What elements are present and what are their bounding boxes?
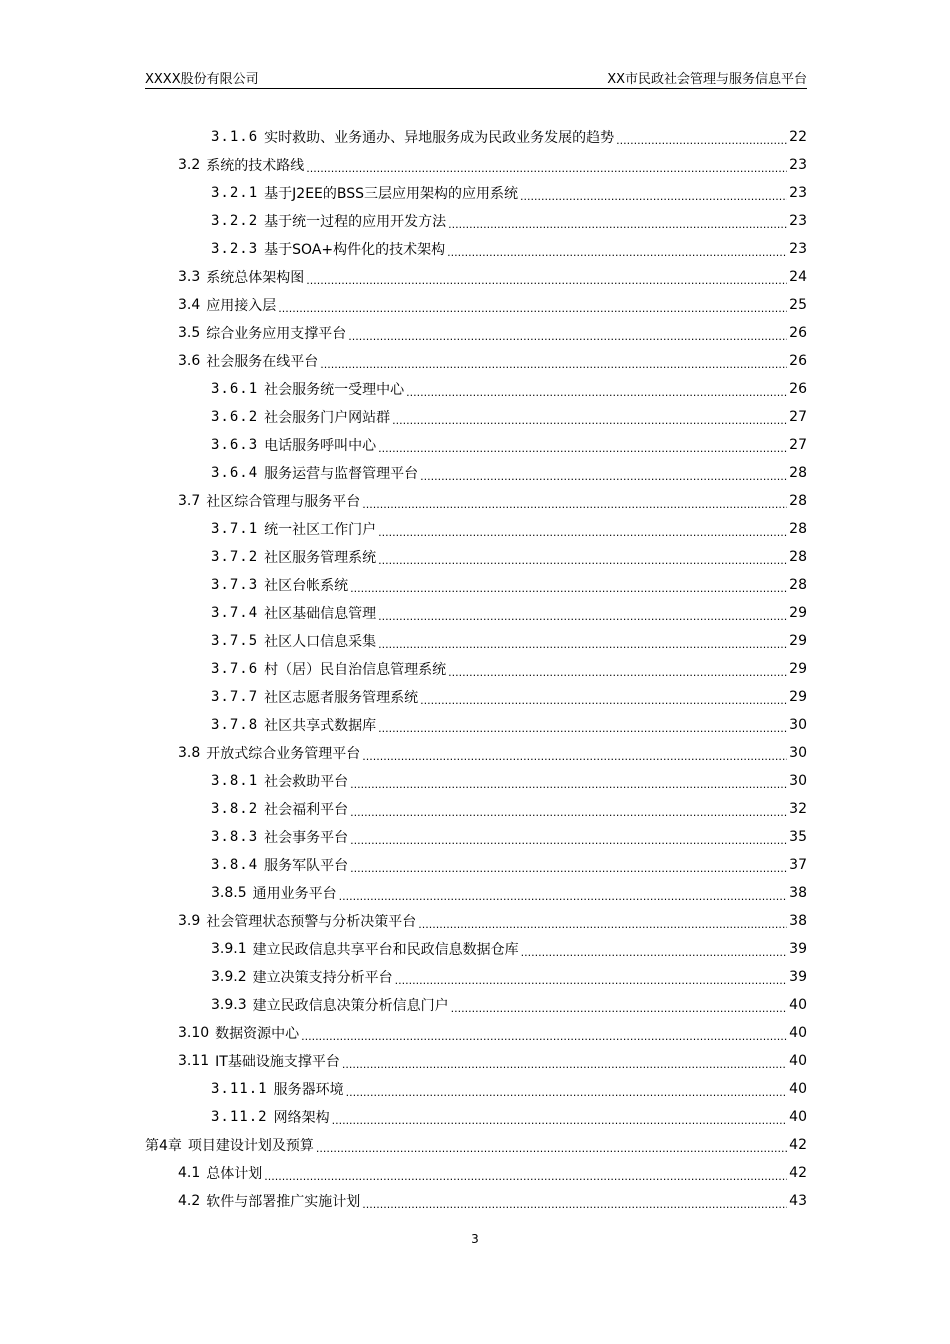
toc-entry[interactable] [145,291,807,319]
toc-entry[interactable] [145,543,807,571]
toc-entry-number: 3.8.2 [211,801,259,817]
toc-entry-title: 社会服务门户网站群 [264,410,391,426]
toc-dot-leader [378,526,787,539]
toc-entry[interactable] [145,851,807,879]
toc-dot-leader [350,806,787,819]
toc-entry-page: 30 [789,745,807,761]
toc-entry-title: 实时救助、业务通办、异地服务成为民政业务发展的趋势 [264,130,615,146]
toc-entry-number: 3.6.3 [211,437,259,453]
toc-entry-number: 3.10 [178,1025,210,1041]
toc-entry-title: 社会管理状态预警与分析决策平台 [206,914,417,930]
toc-entry-page: 30 [789,773,807,789]
toc-entry-page: 28 [789,549,807,565]
toc-entry-title: 社区综合管理与服务平台 [206,494,361,510]
toc-dot-leader [306,162,787,175]
toc-entry-title: 应用接入层 [206,298,277,314]
toc-entry-title: 系统的技术路线 [206,158,305,174]
toc-entry-number: 3.4 [178,297,201,313]
toc-entry-page: 23 [789,157,807,173]
toc-entry-title: 服务军队平台 [264,858,349,874]
toc-entry[interactable] [145,487,807,515]
toc-entry-number: 3.7.7 [211,689,259,705]
toc-entry[interactable] [145,263,807,291]
toc-entry[interactable] [145,991,807,1019]
toc-dot-leader [395,974,788,987]
toc-entry[interactable] [145,907,807,935]
toc-dot-leader [350,582,787,595]
toc-entry-page: 27 [789,409,807,425]
page-header [145,66,807,89]
toc-dot-leader [332,1114,788,1127]
toc-entry-page: 43 [789,1193,807,1209]
toc-entry-title: 社会服务统一受理中心 [264,382,405,398]
toc-entry[interactable] [145,655,807,683]
table-of-contents [145,123,807,1215]
toc-entry-title: 统一社区工作门户 [264,522,377,538]
toc-entry-title: 电话服务呼叫中心 [264,438,377,454]
toc-entry-page: 28 [789,493,807,509]
toc-entry-title: 社区台帐系统 [264,578,349,594]
toc-dot-leader [520,190,787,203]
toc-entry-page: 38 [789,913,807,929]
toc-dot-leader [320,358,787,371]
toc-dot-leader [392,414,787,427]
toc-dot-leader [362,1198,787,1211]
toc-dot-leader [350,834,787,847]
toc-entry-title: 社区共享式数据库 [264,718,377,734]
toc-entry-number: 第4章 [145,1138,182,1154]
toc-entry-number: 3.6.1 [211,381,259,397]
toc-entry[interactable] [145,1187,807,1215]
toc-entry[interactable] [145,1019,807,1047]
toc-entry-title: 服务运营与监督管理平台 [264,466,419,482]
toc-entry-title: 建立决策支持分析平台 [252,970,393,986]
toc-entry[interactable] [145,375,807,403]
toc-dot-leader [451,1002,788,1015]
toc-entry-title: 软件与部署推广实施计划 [206,1194,361,1210]
toc-entry-number: 3.9.2 [211,969,247,985]
toc-entry-number: 3.7.5 [211,633,259,649]
toc-entry[interactable] [145,207,807,235]
toc-entry-title: 社会福利平台 [264,802,349,818]
toc-entry-number: 3.1.6 [211,129,259,145]
toc-dot-leader [378,610,787,623]
toc-dot-leader [316,1142,787,1155]
toc-entry-number: 3.7.8 [211,717,259,733]
toc-dot-leader [348,330,787,343]
toc-entry-page: 23 [789,213,807,229]
toc-dot-leader [346,1086,788,1099]
toc-entry-number: 4.1 [178,1165,201,1181]
toc-entry[interactable] [145,1047,807,1075]
toc-entry-number: 3.6.4 [211,465,259,481]
toc-dot-leader [378,722,787,735]
toc-entry-page: 39 [789,941,807,957]
toc-entry[interactable] [145,431,807,459]
toc-entry-title: 开放式综合业务管理平台 [206,746,361,762]
toc-entry-number: 3.7.3 [211,577,259,593]
toc-entry[interactable] [145,963,807,991]
toc-entry-page: 42 [789,1137,807,1153]
toc-entry-number: 3.7 [178,493,201,509]
toc-dot-leader [420,694,787,707]
toc-entry-page: 29 [789,605,807,621]
toc-entry-title: 数据资源中心 [215,1026,300,1042]
toc-entry-number: 3.7.2 [211,549,259,565]
toc-entry-number: 3.2.3 [211,241,259,257]
toc-entry-page: 28 [789,577,807,593]
toc-dot-leader [278,302,787,315]
toc-entry-title: 社会服务在线平台 [206,354,319,370]
toc-entry-title: 网络架构 [273,1110,330,1126]
toc-dot-leader [418,918,787,931]
toc-entry-number: 3.8.5 [211,885,247,901]
toc-entry-number: 3.8.3 [211,829,259,845]
toc-dot-leader [420,470,787,483]
toc-entry[interactable] [145,235,807,263]
toc-entry-page: 26 [789,353,807,369]
toc-entry-page: 38 [789,885,807,901]
toc-entry[interactable] [145,795,807,823]
toc-entry-title: 社区志愿者服务管理系统 [264,690,419,706]
toc-entry[interactable] [145,319,807,347]
toc-entry-page: 23 [789,185,807,201]
toc-entry-page: 35 [789,829,807,845]
toc-entry-title: 项目建设计划及预算 [187,1138,314,1154]
toc-entry-page: 40 [789,1053,807,1069]
toc-entry-number: 3.8.1 [211,773,259,789]
toc-entry[interactable] [145,515,807,543]
toc-entry[interactable] [145,347,807,375]
toc-entry[interactable] [145,683,807,711]
toc-entry-title: IT基础设施支撑平台 [215,1054,340,1070]
toc-dot-leader [362,750,787,763]
toc-entry-number: 3.11.2 [211,1109,268,1125]
toc-entry-number: 3.11.1 [211,1081,268,1097]
toc-entry[interactable] [145,599,807,627]
toc-entry-title: 建立民政信息决策分析信息门户 [252,998,449,1014]
toc-entry-number: 3.9.3 [211,997,247,1013]
toc-entry-page: 29 [789,633,807,649]
toc-entry-title: 建立民政信息共享平台和民政信息数据仓库 [252,942,519,958]
toc-dot-leader [448,218,787,231]
toc-entry-title: 总体计划 [206,1166,263,1182]
toc-entry[interactable] [145,711,807,739]
toc-dot-leader [378,638,787,651]
toc-entry[interactable] [145,459,807,487]
toc-entry-page: 27 [789,437,807,453]
toc-dot-leader [306,274,787,287]
toc-entry[interactable] [145,403,807,431]
toc-entry-page: 42 [789,1165,807,1181]
toc-entry-title: 综合业务应用支撑平台 [206,326,347,342]
toc-entry-title: 社会事务平台 [264,830,349,846]
toc-entry[interactable] [145,571,807,599]
toc-entry[interactable] [145,1159,807,1187]
toc-dot-leader [264,1170,787,1183]
toc-entry[interactable] [145,935,807,963]
toc-entry-number: 3.6.2 [211,409,259,425]
toc-entry[interactable] [145,123,807,151]
toc-entry-page: 24 [789,269,807,285]
toc-dot-leader [339,890,788,903]
toc-entry-number: 3.7.1 [211,521,259,537]
toc-dot-leader [521,946,788,959]
toc-entry-page: 40 [789,1081,807,1097]
toc-entry-page: 30 [789,717,807,733]
toc-entry-title: 基于统一过程的应用开发方法 [264,214,447,230]
toc-entry-number: 3.2.1 [211,185,259,201]
toc-entry-title: 服务器环境 [273,1082,344,1098]
toc-entry-number: 3.6 [178,353,201,369]
toc-entry-page: 40 [789,1025,807,1041]
toc-entry-page: 32 [789,801,807,817]
toc-entry-page: 29 [789,689,807,705]
toc-entry-number: 3.11 [178,1053,210,1069]
toc-entry-page: 28 [789,465,807,481]
toc-dot-leader [378,442,787,455]
toc-entry[interactable] [145,1075,807,1103]
toc-entry-title: 系统总体架构图 [206,270,305,286]
toc-entry-title: 村（居）民自治信息管理系统 [264,662,447,678]
toc-entry-number: 3.7.6 [211,661,259,677]
toc-entry[interactable] [145,879,807,907]
toc-entry-number: 3.8.4 [211,857,259,873]
toc-entry-number: 3.5 [178,325,201,341]
toc-entry[interactable] [145,1131,807,1159]
toc-entry-title: 社区服务管理系统 [264,550,377,566]
toc-dot-leader [448,666,787,679]
toc-entry[interactable] [145,179,807,207]
toc-entry-title: 社区基础信息管理 [264,606,377,622]
toc-dot-leader [342,1058,787,1071]
toc-entry-title: 基于SOA+构件化的技术架构 [264,242,446,258]
toc-entry[interactable] [145,739,807,767]
toc-entry-title: 基于J2EE的BSS三层应用架构的应用系统 [264,186,519,202]
header-document-title: XX市民政社会管理与服务信息平台 [607,72,807,87]
toc-entry[interactable] [145,823,807,851]
toc-dot-leader [406,386,787,399]
toc-entry-page: 26 [789,325,807,341]
toc-entry-number: 3.3 [178,269,201,285]
toc-entry-title: 社区人口信息采集 [264,634,377,650]
toc-entry-title: 社会救助平台 [264,774,349,790]
toc-entry[interactable] [145,627,807,655]
toc-dot-leader [447,246,787,259]
toc-entry[interactable] [145,767,807,795]
toc-entry[interactable] [145,1103,807,1131]
toc-entry-page: 37 [789,857,807,873]
toc-entry-page: 22 [789,129,807,145]
toc-entry-number: 3.7.4 [211,605,259,621]
toc-entry-number: 3.2.2 [211,213,259,229]
toc-entry[interactable] [145,151,807,179]
toc-entry-number: 3.9.1 [211,941,247,957]
toc-entry-page: 26 [789,381,807,397]
toc-dot-leader [350,862,787,875]
toc-entry-page: 28 [789,521,807,537]
toc-entry-title: 通用业务平台 [252,886,337,902]
toc-entry-page: 39 [789,969,807,985]
toc-entry-number: 3.8 [178,745,201,761]
header-company: XXXX股份有限公司 [145,72,259,87]
toc-dot-leader [362,498,787,511]
toc-entry-page: 25 [789,297,807,313]
toc-entry-page: 40 [789,997,807,1013]
toc-entry-page: 29 [789,661,807,677]
toc-entry-page: 40 [789,1109,807,1125]
toc-entry-number: 4.2 [178,1193,201,1209]
toc-entry-number: 3.9 [178,913,201,929]
page-number: 3 [471,1232,479,1246]
toc-dot-leader [350,778,787,791]
toc-dot-leader [301,1030,787,1043]
toc-dot-leader [378,554,787,567]
toc-dot-leader [616,134,787,147]
toc-entry-number: 3.2 [178,157,201,173]
toc-entry-page: 23 [789,241,807,257]
